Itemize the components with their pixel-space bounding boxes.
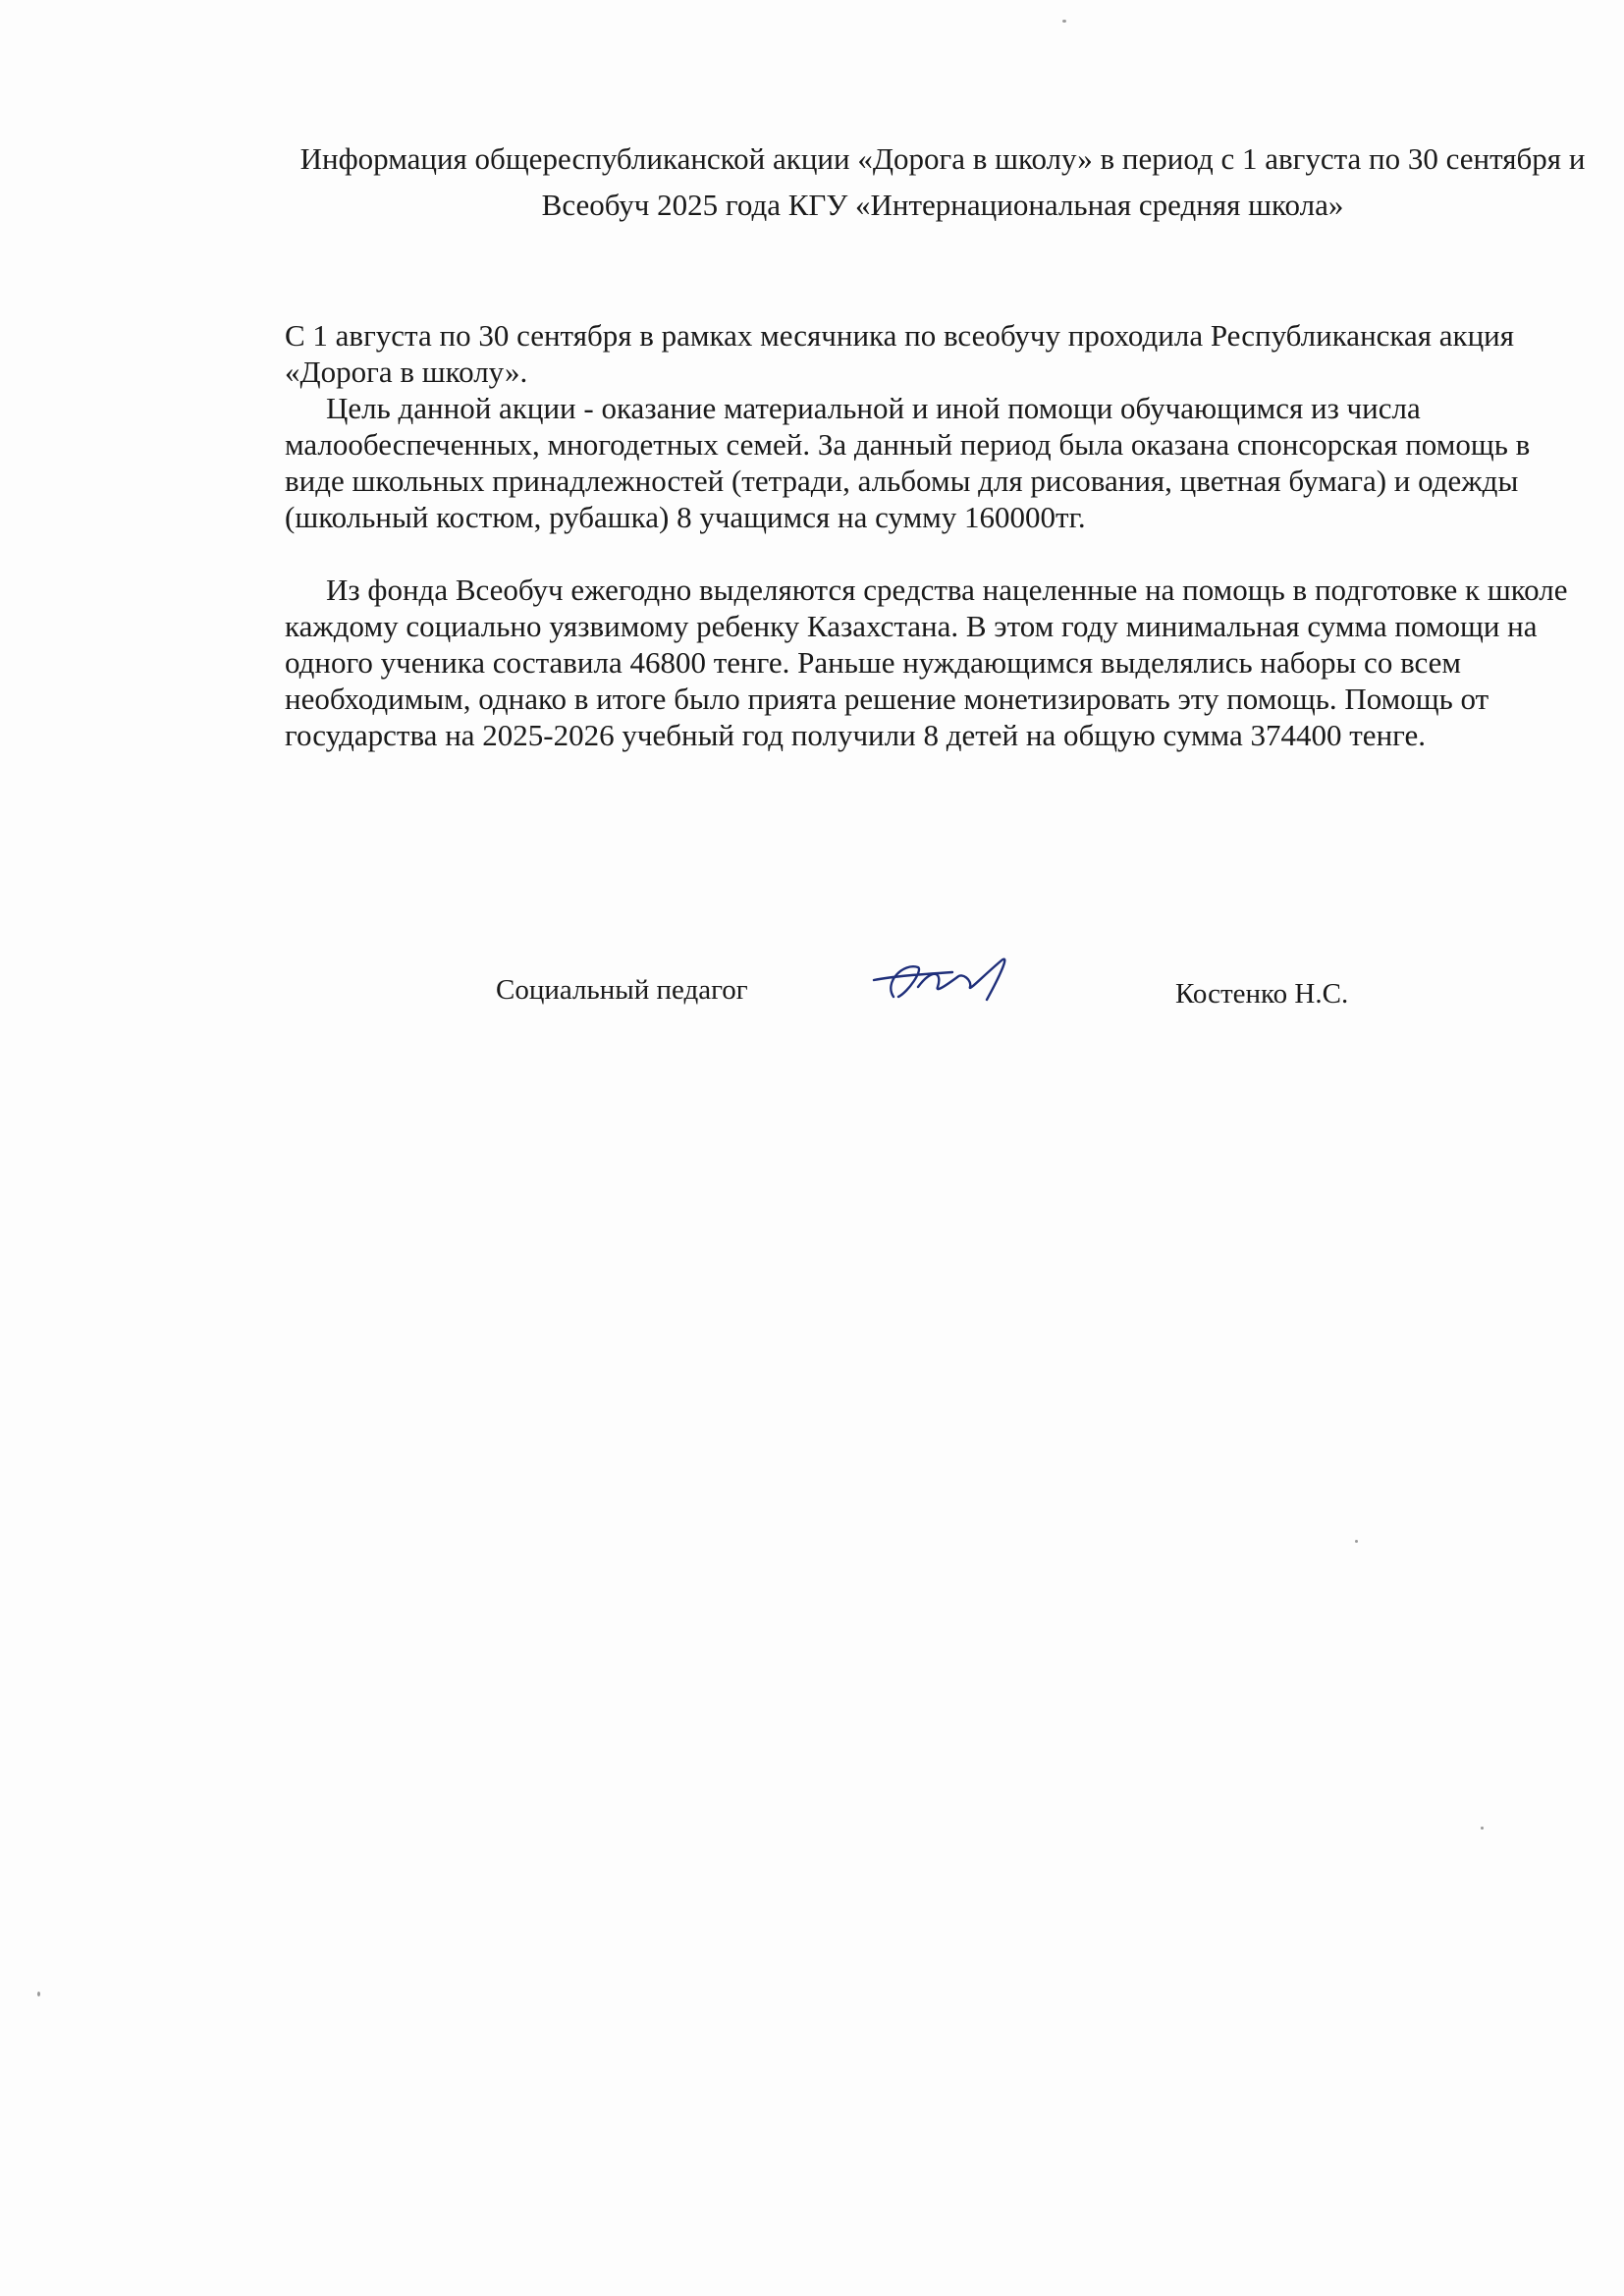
paragraph-fund: Из фонда Всеобуч ежегодно выделяются средства нацеленные на помощь в подготовке к школе каждому социально уязвимому ребенку Казахстана. В этом году минимальная сумма помощи на одного ученика составила 46800 тенге. Раньше нуждающимся выделялись наборы со всем необходимым, однако в итоге было прията решение монетизировать эту помощь. Помощь от государства на 2025-2026 учебный год получили 8 детей на общую сумма 374400 тенге. <box>285 573 1568 752</box>
paragraph-goal: Цель данной акции - оказание материальной и иной помощи обучающимся из числа малообеспеченных, многодетных семей. За данный период была оказана спонсорская помощь в виде школьных принадлежностей (тетради, альбомы для рисования, цветная бумага) и одежды (школьный костюм, рубашка) 8 учащимся на сумму 160000тг. <box>285 391 1531 534</box>
document-title: Информация общереспубликанской акции «Дорога в школу» в период с 1 августа по 30 сентября и Всеобуч 2025 года КГУ «Интернациональная средняя школа» <box>299 141 1586 222</box>
signatory-name: Костенко Н.С. <box>1175 978 1349 1010</box>
document-body <box>285 317 1571 753</box>
scan-speck <box>1355 1540 1358 1543</box>
scan-speck <box>37 1992 40 1996</box>
signatory-role: Социальный педагог <box>496 974 748 1006</box>
scan-speck <box>1062 20 1066 23</box>
scan-speck <box>1481 1827 1484 1830</box>
paragraph-intro: С 1 августа по 30 сентября в рамках месячника по всеобучу проходила Республиканская акция «Дорога в школу». <box>285 318 1515 389</box>
handwritten-signature <box>864 943 1031 1011</box>
